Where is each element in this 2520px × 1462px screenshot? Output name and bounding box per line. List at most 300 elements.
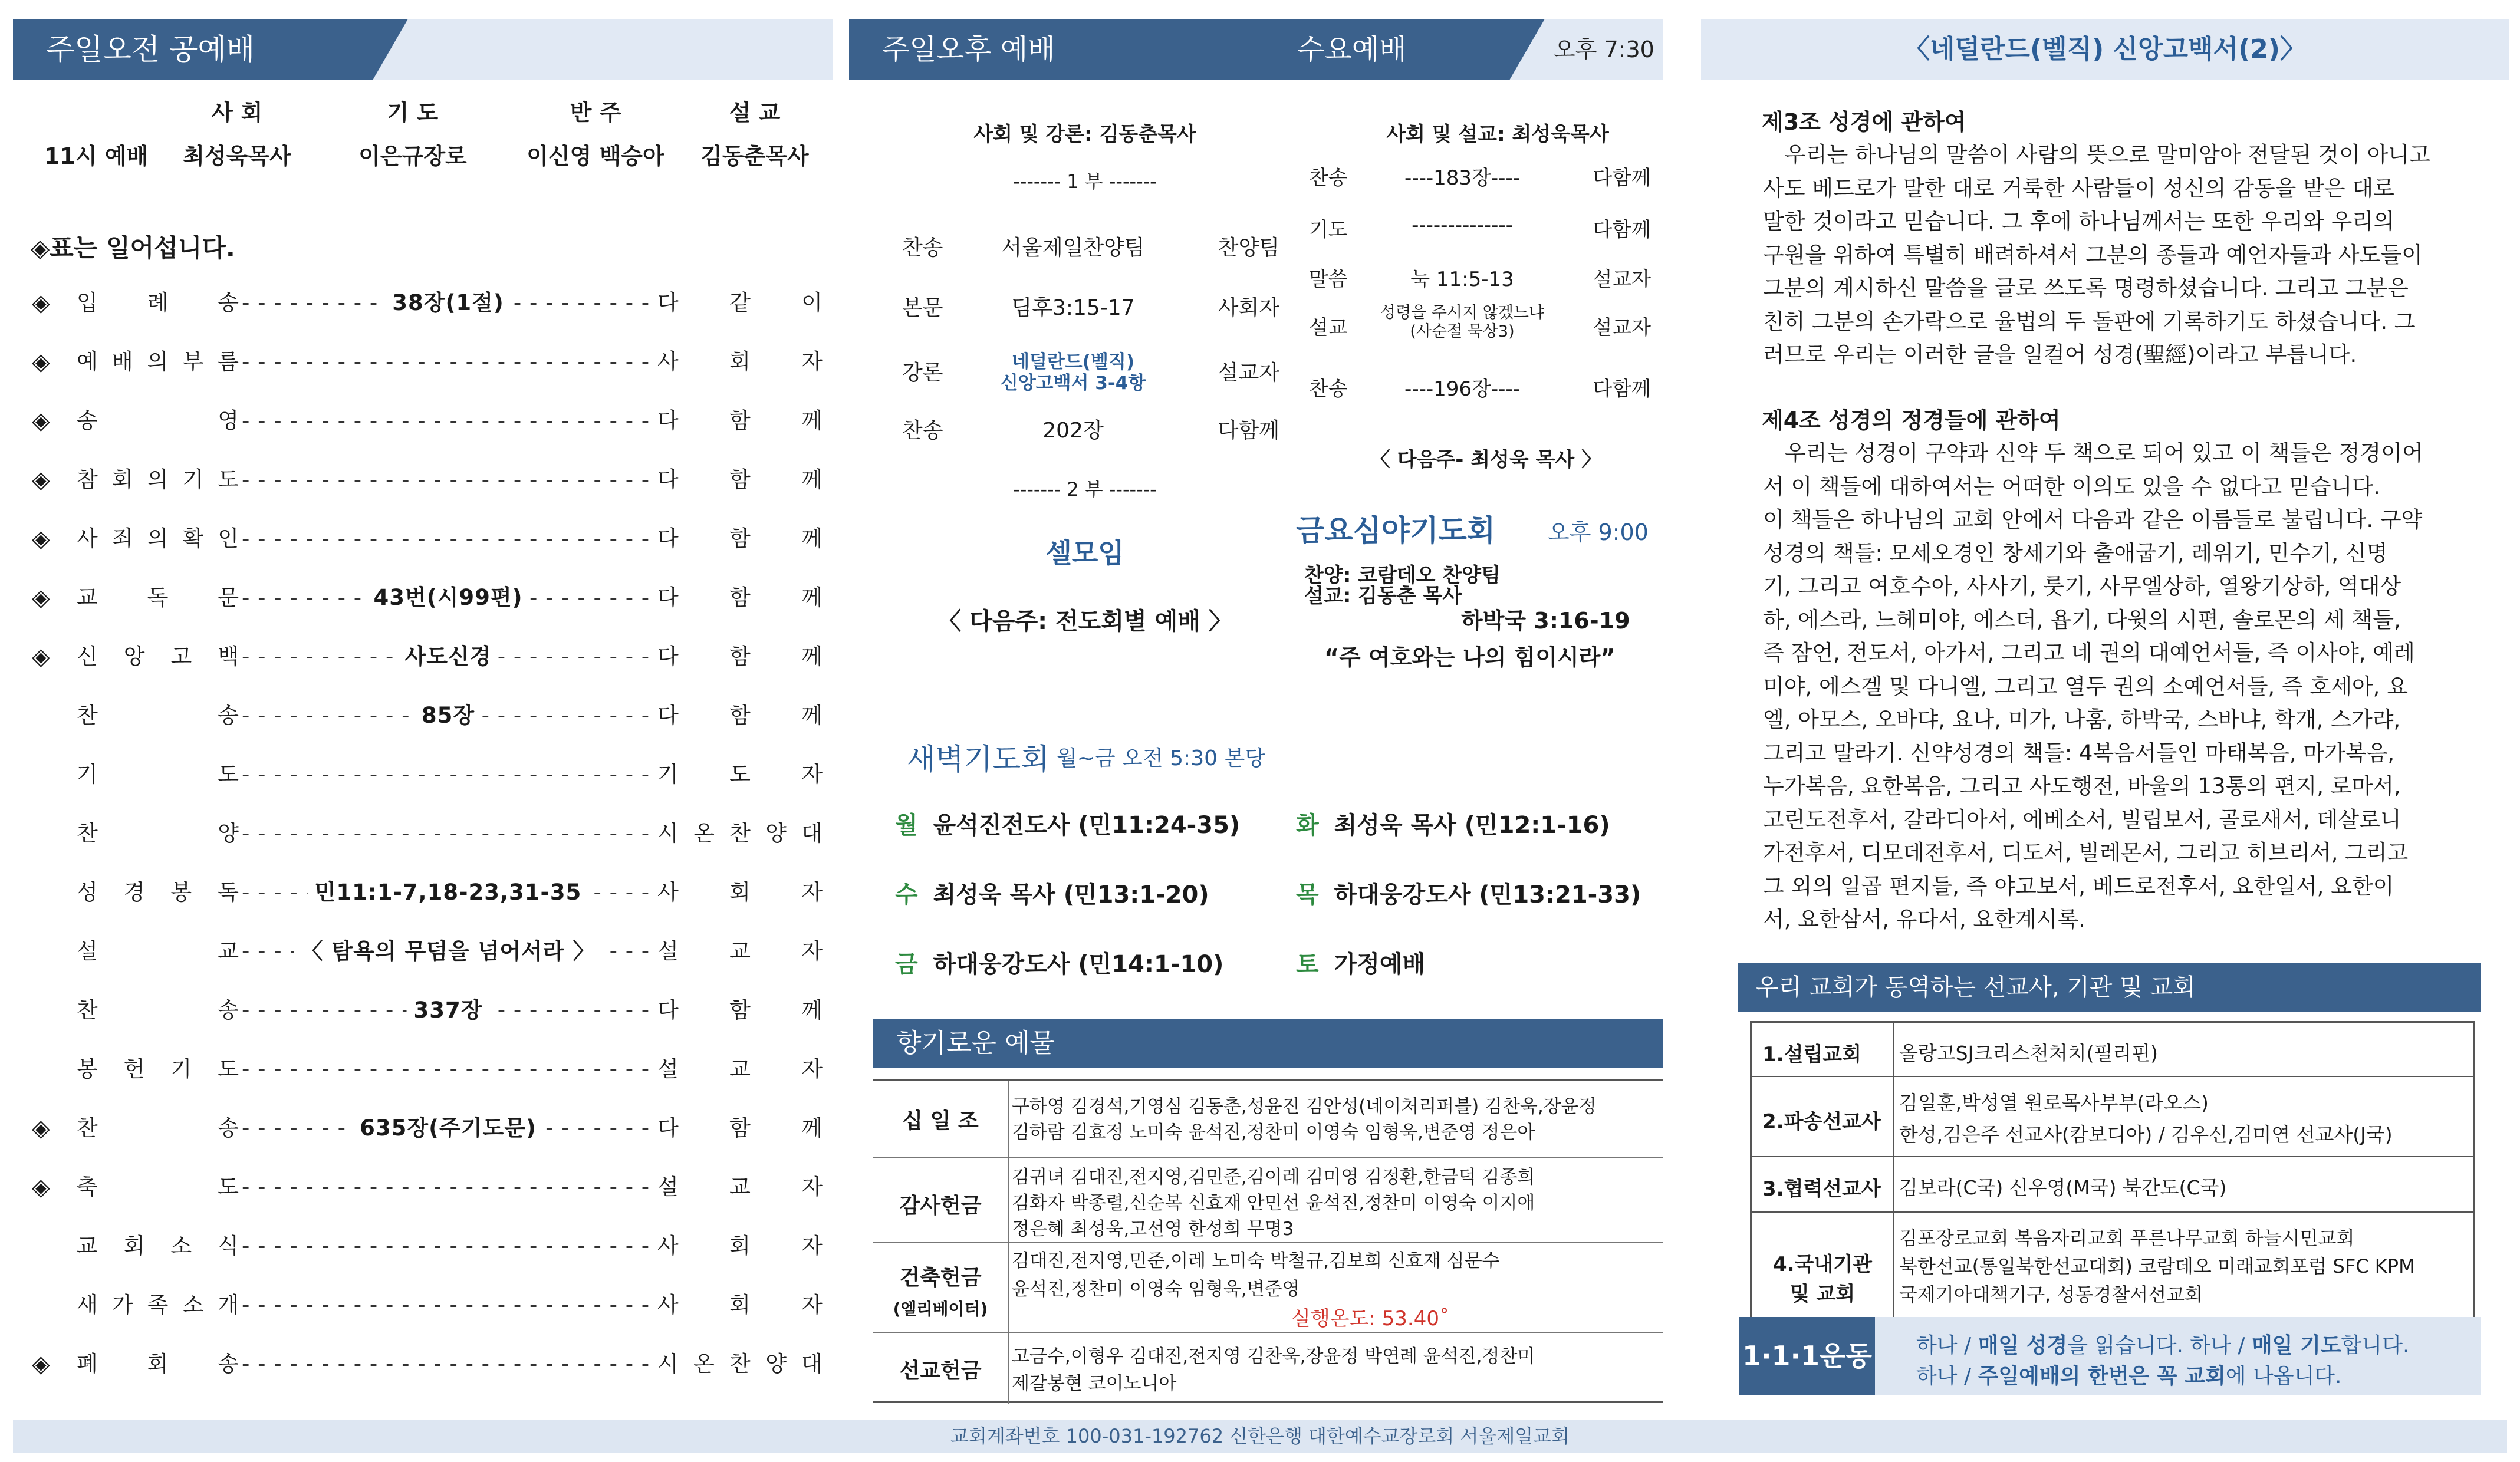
order-item-char: 앙 xyxy=(123,644,145,669)
confession-line: 우리는 하나님의 말씀이 사람의 뜻으로 말미암아 전달된 것이 아니고 xyxy=(1763,142,2430,167)
mission-line: 한성,김은주 선교사(캄보디아) / 김우신,김미연 선교사(J국) xyxy=(1899,1123,2393,1146)
order-item-leader-char: 다 xyxy=(657,1115,679,1141)
offering-title: 향기로운 예물 xyxy=(896,1028,1055,1058)
offering-row-building xyxy=(873,1243,1663,1333)
footer-text: 교회계좌번호 100-031-192762 신한은행 대한예수교장로회 서울제일교회 xyxy=(950,1425,1570,1447)
offering-line: 제갈봉현 코이노니아 xyxy=(1012,1373,1177,1394)
offering-line: 고금수,이형우 김대진,전지영 김찬욱,장윤정 박연례 윤석진,정찬미 xyxy=(1012,1346,1535,1367)
order-item-char: 성 xyxy=(77,880,98,905)
row-label: 설교 xyxy=(1309,316,1348,340)
order-row xyxy=(24,1170,825,1205)
order-item-detail xyxy=(242,285,654,321)
order-item-char: 송 xyxy=(218,997,239,1023)
mission-title: 우리 교회가 동역하는 선교사, 기관 및 교회 xyxy=(1756,974,2196,1001)
row-label: 기도 xyxy=(1309,218,1348,242)
confession-line: 고린도전후서, 갈라디아서, 에베소서, 빌립보서, 골로새서, 데살로니 xyxy=(1763,806,2401,832)
order-item-char: 찬 xyxy=(77,821,98,846)
row-right: 사회자 xyxy=(1218,296,1279,320)
mission-line: 올랑고SJ크리스천처치(필리핀) xyxy=(1899,1042,2158,1065)
order-item-char: 례 xyxy=(147,290,169,315)
order-item-char: 독 xyxy=(147,585,169,610)
order-row xyxy=(24,1346,825,1382)
mission-table xyxy=(1750,1021,2475,1349)
order-item-char: 소 xyxy=(182,1292,204,1318)
order-item-char: 설 xyxy=(77,939,98,964)
order-row xyxy=(24,816,825,851)
order-row xyxy=(24,344,825,380)
order-item-char: 입 xyxy=(77,290,98,315)
order-item-detail-text: - - - 사도신경 xyxy=(398,639,499,674)
order-item-char: 도 xyxy=(218,762,239,787)
dawn-detail: 최성욱 목사 (민13:1-20) xyxy=(933,881,1209,908)
morning-header: 주일오전 공예배 xyxy=(13,19,373,80)
movement-line2 xyxy=(1916,1359,2342,1389)
friday-sermon: “주 여호와는 나의 힘이시라” xyxy=(1324,644,1616,670)
order-item-detail xyxy=(242,698,654,733)
order-item-leader-char: 함 xyxy=(729,1115,751,1141)
wednesday-header: 수요예배 xyxy=(1297,33,1407,66)
order-item-leader-char: 자 xyxy=(801,1056,823,1082)
order-item-leader-char: 사 xyxy=(657,880,679,905)
order-item-leader-char: 다 xyxy=(657,997,679,1023)
accompanist-name: 이신영 백승아 xyxy=(527,143,664,169)
dawn-detail: 윤석진전도사 (민11:24-35) xyxy=(933,812,1241,839)
order-item-leader-char: 께 xyxy=(801,997,823,1023)
order-item-detail xyxy=(242,521,654,557)
order-item-leader xyxy=(657,934,823,969)
friday-time: 오후 9:00 xyxy=(1548,519,1649,545)
confession-line: 미야, 에스겔 및 다니엘, 그리고 열두 권의 소예언서들, 즉 호세아, 요 xyxy=(1763,673,2408,699)
order-item-leader-char: 자 xyxy=(801,880,823,905)
confession-line: 서 이 책들에 대하여서는 어떠한 이의도 있을 수 없다고 믿습니다. xyxy=(1763,473,2380,499)
dawn-day: 월 xyxy=(895,812,918,839)
order-item-char: 신 xyxy=(77,644,98,669)
order-item-leader xyxy=(657,462,823,498)
order-item-name xyxy=(77,1111,239,1146)
row-label: 찬송 xyxy=(1309,377,1348,401)
order-item-char: 인 xyxy=(218,526,239,551)
order-item-leader-char: 함 xyxy=(729,997,751,1023)
confession-line: 가전후서, 디모데전후서, 디도서, 빌레몬서, 그리고 히브리서, 그리고 xyxy=(1763,840,2409,865)
order-item-leader-char: 대 xyxy=(801,821,823,846)
dawn-detail: 하대웅강도사 (민13:21-33) xyxy=(1334,881,1641,908)
order-item-leader-char: 이 xyxy=(801,290,823,315)
order-item-detail-text: - - - 43번(시99편) xyxy=(366,580,529,615)
dawn-detail: 가정예배 xyxy=(1334,951,1426,978)
order-item-leader-char: 자 xyxy=(801,1292,823,1318)
row-label: 찬송 xyxy=(902,419,943,443)
order-item-char: 송 xyxy=(218,290,239,315)
order-item-leader-char: 다 xyxy=(657,585,679,610)
order-item-char: 교 xyxy=(218,939,239,964)
stand-marker: ◈ xyxy=(32,1174,50,1201)
order-item-leader-char: 다 xyxy=(657,408,679,433)
order-item-detail xyxy=(242,1346,654,1382)
dawn-day: 금 xyxy=(895,951,918,978)
order-row xyxy=(24,698,825,733)
movement-text: 을 읽습니다. 하나 / xyxy=(2067,1333,2252,1358)
order-row xyxy=(24,1111,825,1146)
order-item-char: 가 xyxy=(111,1292,133,1318)
order-item-name xyxy=(77,757,239,792)
order-row xyxy=(24,521,825,557)
confession-line: 우리는 성경이 구약과 신약 두 책으로 되어 있고 이 책들은 정경이어 xyxy=(1763,440,2423,466)
order-item-leader-char: 함 xyxy=(729,703,751,728)
prayer-name: 이은규장로 xyxy=(358,143,467,169)
order-item-name xyxy=(77,816,239,851)
stand-marker: ◈ xyxy=(32,643,50,670)
wednesday-row xyxy=(1309,158,1663,193)
part1-label: ------- 1 부 ------- xyxy=(1013,170,1157,193)
confession-line: 그분의 계시하신 말씀을 글로 쓰도록 명령하셨습니다. 그리고 그분은 xyxy=(1763,275,2409,301)
order-item-leader-char: 다 xyxy=(657,526,679,551)
order-item-char: 봉 xyxy=(77,1056,98,1082)
offering-line: 윤석진,정찬미 이영숙 임형욱,변준영 xyxy=(1012,1279,1300,1300)
order-item-char: 의 xyxy=(147,526,169,551)
order-item-leader-char: 자 xyxy=(801,349,823,374)
confession-line: 서, 요한삼서, 유다서, 요한계시록. xyxy=(1763,907,2085,932)
wednesday-leader: 사회 및 설교: 최성욱목사 xyxy=(1386,123,1609,146)
order-item-leader-char: 양 xyxy=(765,821,787,846)
order-item-detail xyxy=(242,1170,654,1205)
order-item-char: 영 xyxy=(218,408,239,433)
order-item-char: 폐 xyxy=(77,1351,98,1377)
order-item-leader-char: 대 xyxy=(801,1351,823,1377)
row-content-line2: (사순절 묵상3) xyxy=(1410,322,1515,341)
part2-label: ------- 2 부 ------- xyxy=(1013,478,1157,500)
order-item-leader-char: 함 xyxy=(729,408,751,433)
stand-marker: ◈ xyxy=(32,1351,50,1378)
order-item-leader-char: 께 xyxy=(801,526,823,551)
row-label: 강론 xyxy=(902,361,943,385)
order-item-char: 문 xyxy=(218,585,239,610)
order-item-leader-char: 교 xyxy=(729,1174,751,1200)
preacher-name: 김동춘목사 xyxy=(700,143,809,169)
offering-line: 김하람 김효정 노미숙 윤석진,정찬미 이영숙 임형욱,변준영 정은아 xyxy=(1012,1122,1535,1143)
order-item-leader xyxy=(657,344,823,380)
order-item-char: 름 xyxy=(218,349,239,374)
row-label: 찬송 xyxy=(902,236,943,260)
offering-line: 김귀녀 김대진,전지영,김민준,김이레 김미영 김정환,한금덕 김종희 xyxy=(1012,1167,1535,1188)
stand-marker: ◈ xyxy=(32,289,50,317)
article4-title: 제4조 성경의 정경들에 관하여 xyxy=(1762,407,2061,433)
order-item-char: 기 xyxy=(182,467,204,492)
row-right: 설교자 xyxy=(1593,316,1651,340)
dawn-detail: 하대웅강도사 (민14:1-10) xyxy=(933,951,1224,978)
row-right: 설교자 xyxy=(1593,268,1651,291)
order-item-leader-char: 다 xyxy=(657,703,679,728)
order-item-leader-char: 찬 xyxy=(729,821,751,846)
col-label-prayer: 기 도 xyxy=(387,100,439,126)
order-item-leader-char: 온 xyxy=(693,821,715,846)
order-item-name xyxy=(77,639,239,674)
order-item-leader-char: 교 xyxy=(729,939,751,964)
offering-sublabel: (엘리베이터) xyxy=(893,1299,988,1319)
offering-table xyxy=(873,1079,1663,1403)
mission-row-founded xyxy=(1752,1023,2473,1077)
wednesday-time: 오후 7:30 xyxy=(1554,37,1654,62)
row-right: 찬양팀 xyxy=(1218,236,1279,260)
wednesday-row xyxy=(1309,304,1663,343)
order-item-char: 송 xyxy=(218,703,239,728)
order-item-detail-text: - - - 85장 xyxy=(414,698,482,733)
col-label-preacher: 설 교 xyxy=(729,100,781,126)
movement-badge xyxy=(1739,1317,1875,1395)
stand-note: ◈표는 일어섭니다. xyxy=(31,233,235,262)
footer-bar xyxy=(13,1420,2507,1453)
row-content: -------------- xyxy=(1412,213,1513,237)
row-label: 말씀 xyxy=(1309,268,1348,291)
dawn-item xyxy=(1296,806,1610,840)
movement-line1 xyxy=(1916,1329,2409,1359)
order-item-char: 식 xyxy=(218,1233,239,1259)
afternoon-leader: 사회 및 강론: 김동춘목사 xyxy=(973,123,1196,146)
order-item-leader-char: 설 xyxy=(657,1174,679,1200)
order-item-name xyxy=(77,403,239,439)
dawn-day: 화 xyxy=(1296,812,1319,839)
stand-marker: ◈ xyxy=(32,466,50,493)
order-item-leader xyxy=(657,1288,823,1323)
order-item-name xyxy=(77,521,239,557)
order-item-char: 예 xyxy=(77,349,98,374)
offering-line: 정은혜 최성욱,고선영 한성희 무명3 xyxy=(1012,1219,1294,1240)
order-item-detail-text: - - - 635장(주기도문) xyxy=(353,1111,544,1146)
order-item-char: 회 xyxy=(123,1233,145,1259)
order-item-leader-char: 설 xyxy=(657,1056,679,1082)
order-item-leader-char: 께 xyxy=(801,408,823,433)
offering-row-thanks xyxy=(873,1158,1663,1243)
morning-header-bar xyxy=(13,19,833,80)
afternoon-row-lecture xyxy=(896,347,1285,400)
confession-line: 엘, 아모스, 오바댜, 요나, 미가, 나훔, 하박국, 스바냐, 학개, 스가랴, xyxy=(1763,707,2401,732)
dawn-time: 월~금 오전 5:30 본당 xyxy=(1057,746,1265,770)
order-item-leader xyxy=(657,521,823,557)
afternoon-row-text xyxy=(896,291,1285,321)
confession-line: 구원을 위하여 특별히 배려하셔서 그분의 종들과 예언자들과 사도들이 xyxy=(1763,242,2423,268)
order-item-leader xyxy=(657,875,823,910)
order-item-leader xyxy=(657,1346,823,1382)
order-item-leader-char: 께 xyxy=(801,644,823,669)
row-content-line1: 성령을 주시지 않겠느냐 xyxy=(1380,304,1544,322)
order-item-detail xyxy=(242,757,654,792)
stand-marker: ◈ xyxy=(32,1115,50,1142)
mission-label: 4.국내기관 xyxy=(1773,1253,1872,1276)
mission-label: 2.파송선교사 xyxy=(1762,1110,1881,1134)
order-item-detail xyxy=(242,1111,654,1146)
row-label: 본문 xyxy=(902,296,943,320)
order-item-char: 도 xyxy=(218,1174,239,1200)
movement-text: 하나 / xyxy=(1916,1333,1978,1358)
offering-line: 김화자 박종렬,신순복 신효재 안민선 윤석진,정찬미 이영숙 이지애 xyxy=(1012,1193,1535,1214)
order-row xyxy=(24,580,825,615)
mission-label-divider xyxy=(1893,1023,1894,1347)
confession-line: 말한 것이라고 믿습니다. 그 후에 하나님께서는 또한 우리와 우리의 xyxy=(1763,209,2394,234)
order-item-leader-char: 함 xyxy=(729,585,751,610)
order-item-char: 도 xyxy=(218,467,239,492)
order-item-name xyxy=(77,1229,239,1264)
confession-line: 성경의 책들: 모세오경인 창세기와 출애굽기, 레위기, 민수기, 신명 xyxy=(1763,540,2388,566)
row-right: 다함께 xyxy=(1593,218,1651,242)
row-right: 다함께 xyxy=(1593,166,1651,190)
dawn-item xyxy=(1296,876,1641,910)
order-item-leader xyxy=(657,1111,823,1146)
offering-label-divider xyxy=(1008,1081,1009,1404)
stand-marker: ◈ xyxy=(32,348,50,376)
order-item-leader-char: 함 xyxy=(729,467,751,492)
order-item-char: 족 xyxy=(147,1292,169,1318)
order-item-leader xyxy=(657,285,823,321)
movement-bold: 매일 기도 xyxy=(2252,1333,2341,1358)
service-name: 11시 예배 xyxy=(44,143,149,169)
order-item-leader-char: 도 xyxy=(729,762,751,787)
afternoon-next-week: 〈 다음주: 전도회별 예배 〉 xyxy=(937,608,1232,635)
order-item-char: 교 xyxy=(77,1233,98,1259)
order-item-leader xyxy=(657,1052,823,1087)
afternoon-header: 주일오후 예배 xyxy=(849,19,1509,80)
order-item-char: 송 xyxy=(218,1115,239,1141)
order-item-detail xyxy=(242,816,654,851)
wednesday-row xyxy=(1309,259,1663,295)
col-label-accompanist: 반 주 xyxy=(570,100,621,126)
col-label-presider: 사 회 xyxy=(211,100,263,126)
confession-line: 그 외의 일곱 편지들, 즉 야고보서, 베드로전후서, 요한일서, 요한이 xyxy=(1763,873,2394,899)
order-item-leader-char: 께 xyxy=(801,585,823,610)
order-item-leader-char: 양 xyxy=(765,1351,787,1377)
mission-label: 1.설립교회 xyxy=(1762,1043,1861,1066)
dawn-day: 토 xyxy=(1296,951,1319,978)
offering-label: 감사헌금 xyxy=(899,1194,982,1218)
order-item-leader-char: 사 xyxy=(657,1233,679,1259)
order-item-char: 교 xyxy=(77,585,98,610)
order-item-char: 참 xyxy=(77,467,98,492)
dawn-day: 수 xyxy=(895,881,918,908)
order-item-name xyxy=(77,462,239,498)
order-item-name xyxy=(77,1170,239,1205)
mission-line: 김포장로교회 복음자리교회 푸른나무교회 하늘시민교회 xyxy=(1899,1227,2355,1249)
wednesday-row xyxy=(1309,210,1663,245)
order-item-char: 헌 xyxy=(123,1056,145,1082)
offering-line: 구하영 김경석,기영심 김동춘,성윤진 김안성(네이처리퍼블) 김찬욱,장윤정 xyxy=(1012,1096,1597,1117)
order-item-detail xyxy=(242,403,654,439)
stand-marker: ◈ xyxy=(32,407,50,434)
confession-line: 누가복음, 요한복음, 그리고 사도행전, 바울의 13통의 편지, 로마서, xyxy=(1763,773,2401,799)
order-item-leader-char: 사 xyxy=(657,1292,679,1318)
order-item-detail-text: - - - 〈 탐욕의 무덤을 넘어서라 〉 xyxy=(294,934,603,969)
confession-header-bar xyxy=(1701,19,2509,80)
order-item-detail xyxy=(242,639,654,674)
mission-row-partner xyxy=(1752,1157,2473,1213)
order-item-leader xyxy=(657,993,823,1028)
order-item-detail-text: - - - 38장(1절) xyxy=(385,285,511,321)
movement-bold: 매일 성경 xyxy=(1978,1333,2068,1358)
confession-line: 기, 그리고 여호수아, 사사기, 룻기, 사무엘상하, 열왕기상하, 역대상 xyxy=(1763,574,2401,599)
order-item-leader-char: 께 xyxy=(801,467,823,492)
confession-title: 〈네덜란드(벨직) 신앙고백서(2)〉 xyxy=(1904,34,2306,64)
order-item-leader-char: 자 xyxy=(801,1174,823,1200)
order-item-detail-text: - - - 337장 xyxy=(407,993,490,1028)
order-item-char: 양 xyxy=(218,821,239,846)
row-content-line2: 신앙고백서 3-4항 xyxy=(1000,373,1146,394)
mission-label-line2: 및 교회 xyxy=(1789,1282,1856,1306)
order-item-name xyxy=(77,285,239,321)
movement-bold: 주일예배의 한번은 꼭 교회 xyxy=(1978,1364,2226,1388)
order-item-char: 회 xyxy=(111,467,133,492)
afternoon-row-hymn2 xyxy=(896,414,1285,443)
order-item-char: 의 xyxy=(147,349,169,374)
order-row xyxy=(24,285,825,321)
order-item-char: 회 xyxy=(147,1351,169,1377)
confession-line: 하, 에스라, 느헤미야, 에스더, 욥기, 다윗의 시편, 솔로몬의 세 책들, xyxy=(1763,607,2401,633)
order-item-name xyxy=(77,875,239,910)
order-item-leader-char: 찬 xyxy=(729,1351,751,1377)
mission-line: 김보라(C국) 신우영(M국) 북간도(C국) xyxy=(1899,1176,2227,1199)
order-item-name xyxy=(77,1288,239,1323)
order-item-leader xyxy=(657,1229,823,1264)
order-item-name xyxy=(77,698,239,733)
order-item-leader xyxy=(657,580,823,615)
order-item-name xyxy=(77,934,239,969)
order-item-char: 배 xyxy=(111,349,133,374)
confession-line: 사도 베드로가 말한 대로 거룩한 사람들이 성신의 감동을 받은 대로 xyxy=(1763,175,2394,201)
mission-header xyxy=(1738,963,2481,1012)
row-content: 서울제일찬양팀 xyxy=(1001,236,1145,260)
order-item-leader-char: 회 xyxy=(729,1292,751,1318)
order-item-name xyxy=(77,580,239,615)
order-item-char: 백 xyxy=(218,644,239,669)
friday-text: 하박국 3:16-19 xyxy=(1461,608,1630,634)
dawn-item xyxy=(895,806,1240,840)
row-right: 다함께 xyxy=(1218,419,1279,443)
mission-row-sent xyxy=(1752,1077,2473,1157)
order-item-char: 찬 xyxy=(77,1115,98,1141)
row-content: 202장 xyxy=(1042,419,1104,443)
order-item-leader-char: 다 xyxy=(657,290,679,315)
order-row xyxy=(24,993,825,1028)
order-row xyxy=(24,934,825,969)
morning-officiants xyxy=(24,94,825,177)
order-item-char: 의 xyxy=(147,467,169,492)
order-item-leader-char: 자 xyxy=(801,1233,823,1259)
row-content: ----196장---- xyxy=(1404,377,1520,401)
friday-preacher: 설교: 김동춘 목사 xyxy=(1304,584,1462,608)
order-item-leader-char: 께 xyxy=(801,703,823,728)
order-item-char: 사 xyxy=(77,526,98,551)
order-item-leader-char: 께 xyxy=(801,1115,823,1141)
order-item-detail xyxy=(242,1052,654,1087)
order-row xyxy=(24,462,825,498)
order-item-leader-char: 다 xyxy=(657,644,679,669)
presider-name: 최성욱목사 xyxy=(183,143,291,169)
order-item-leader xyxy=(657,1170,823,1205)
order-item-detail xyxy=(242,580,654,615)
order-item-detail-text: - - - 민11:1-7,18-23,31-35 xyxy=(308,875,589,910)
movement-text: 에 나옵니다. xyxy=(2225,1364,2342,1388)
order-item-detail xyxy=(242,934,654,969)
dawn-item xyxy=(1296,946,1425,979)
order-item-char: 송 xyxy=(77,408,98,433)
order-item-char: 찬 xyxy=(77,703,98,728)
order-item-char: 도 xyxy=(218,1056,239,1082)
row-content: 딤후3:15-17 xyxy=(1011,296,1135,320)
order-row xyxy=(24,1229,825,1264)
offering-label: 십 일 조 xyxy=(902,1109,979,1133)
order-item-char: 소 xyxy=(170,1233,192,1259)
row-label: 찬송 xyxy=(1309,166,1348,190)
dawn-detail: 최성욱 목사 (민12:1-16) xyxy=(1334,812,1610,839)
order-item-name xyxy=(77,993,239,1028)
row-content: 눅 11:5-13 xyxy=(1410,268,1514,291)
stand-marker: ◈ xyxy=(32,525,50,552)
